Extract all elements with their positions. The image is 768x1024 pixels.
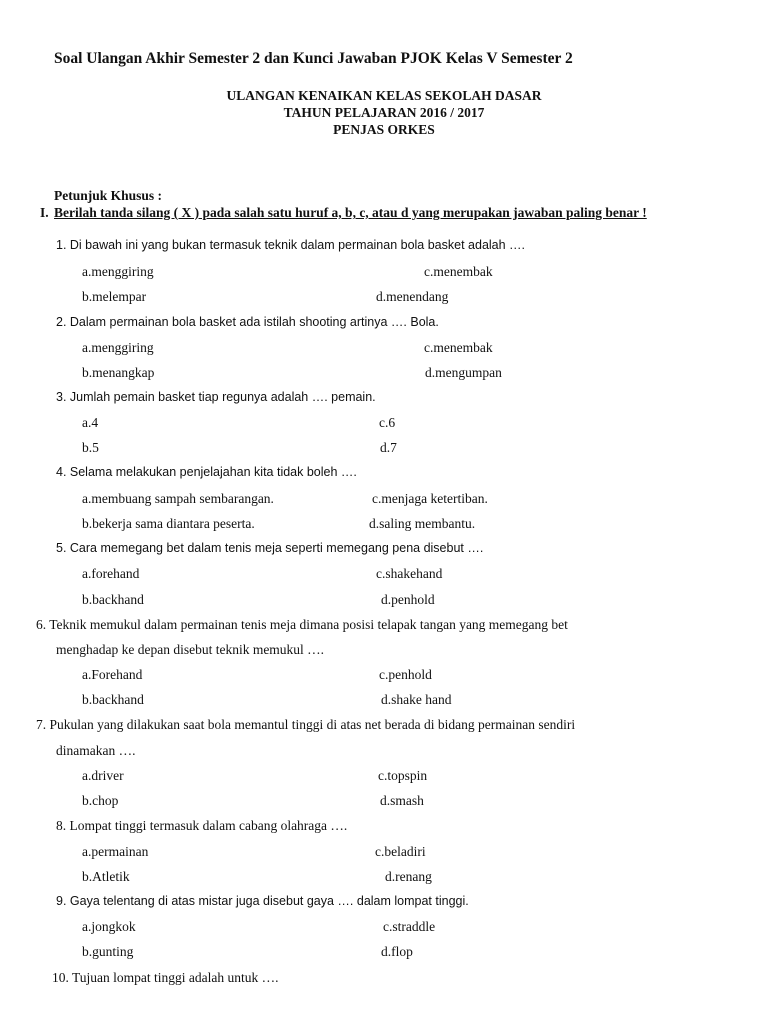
question-4: 4. Selama melakukan penjelajahan kita tidak boleh ….: [56, 465, 357, 479]
question-7-option-a: a.driver: [82, 768, 124, 783]
instructions-label: Petunjuk Khusus :: [54, 188, 163, 203]
question-8-option-c: c.beladiri: [375, 844, 426, 859]
question-7-option-d: d.smash: [380, 793, 424, 808]
question-3-option-c: c.6: [379, 415, 396, 430]
document-title: Soal Ulangan Akhir Semester 2 dan Kunci Jawaban PJOK Kelas V Semester 2: [54, 50, 573, 67]
question-3-option-a: a.4: [82, 415, 99, 430]
question-7: 7. Pukulan yang dilakukan saat bola memantul tinggi di atas net berada di bidang permainan sendiri: [36, 717, 576, 732]
question-9-option-a: a.jongkok: [82, 919, 136, 934]
question-4-option-d: d.saling membantu.: [369, 516, 476, 531]
question-9-option-d: d.flop: [381, 944, 413, 959]
question-8-option-d: d.renang: [385, 869, 432, 884]
question-9-option-c: c.straddle: [383, 919, 436, 934]
question-4-option-a: a.membuang sampah sembarangan.: [82, 491, 274, 506]
question-1-option-b: b.melempar: [82, 289, 147, 304]
question-5-option-b: b.backhand: [82, 592, 144, 607]
section-instruction: Berilah tanda silang ( X ) pada salah satu huruf a, b, c, atau d yang merupakan jawaban paling benar !: [54, 205, 647, 220]
school-year: TAHUN PELAJARAN 2016 / 2017: [283, 105, 485, 120]
question-5-option-d: d.penhold: [381, 592, 435, 607]
subject-name: PENJAS ORKES: [333, 122, 435, 137]
question-4-option-c: c.menjaga ketertiban.: [372, 491, 488, 506]
question-5-option-a: a.forehand: [82, 566, 140, 581]
question-6-option-b: b.backhand: [82, 692, 144, 707]
question-3-option-b: b.5: [82, 440, 99, 455]
question-5: 5. Cara memegang bet dalam tenis meja seperti memegang pena disebut ….: [56, 541, 484, 555]
question-4-option-b: b.bekerja sama diantara peserta.: [82, 516, 255, 531]
exam-heading: ULANGAN KENAIKAN KELAS SEKOLAH DASAR: [226, 88, 542, 103]
question-6-option-c: c.penhold: [379, 667, 432, 682]
question-6-continued: menghadap ke depan disebut teknik memukul ….: [56, 642, 325, 657]
question-6-option-a: a.Forehand: [82, 667, 143, 682]
question-2-option-b: b.menangkap: [82, 365, 155, 380]
question-6-option-d: d.shake hand: [381, 692, 452, 707]
question-2: 2. Dalam permainan bola basket ada istilah shooting artinya …. Bola.: [56, 315, 439, 329]
question-6: 6. Teknik memukul dalam permainan tenis meja dimana posisi telapak tangan yang memegang bet: [36, 617, 568, 632]
question-10: 10. Tujuan lompat tinggi adalah untuk ….: [52, 970, 279, 985]
question-7-continued: dinamakan ….: [56, 743, 136, 758]
question-2-option-c: c.menembak: [424, 340, 493, 355]
question-3: 3. Jumlah pemain basket tiap regunya adalah …. pemain.: [56, 390, 376, 404]
question-1-option-c: c.menembak: [424, 264, 493, 279]
section-number: I.: [40, 205, 49, 220]
question-7-option-c: c.topspin: [378, 768, 428, 783]
question-7-option-b: b.chop: [82, 793, 119, 808]
question-1-option-a: a.menggiring: [82, 264, 154, 279]
question-8-option-b: b.Atletik: [82, 869, 130, 884]
question-1-option-d: d.menendang: [376, 289, 449, 304]
question-5-option-c: c.shakehand: [376, 566, 443, 581]
question-3-option-d: d.7: [380, 440, 397, 455]
question-1: 1. Di bawah ini yang bukan termasuk teknik dalam permainan bola basket adalah ….: [56, 238, 526, 252]
question-8: 8. Lompat tinggi termasuk dalam cabang olahraga ….: [56, 818, 348, 833]
question-2-option-d: d.mengumpan: [425, 365, 502, 380]
question-9: 9. Gaya telentang di atas mistar juga disebut gaya …. dalam lompat tinggi.: [56, 894, 469, 908]
question-8-option-a: a.permainan: [82, 844, 149, 859]
question-9-option-b: b.gunting: [82, 944, 134, 959]
question-2-option-a: a.menggiring: [82, 340, 154, 355]
